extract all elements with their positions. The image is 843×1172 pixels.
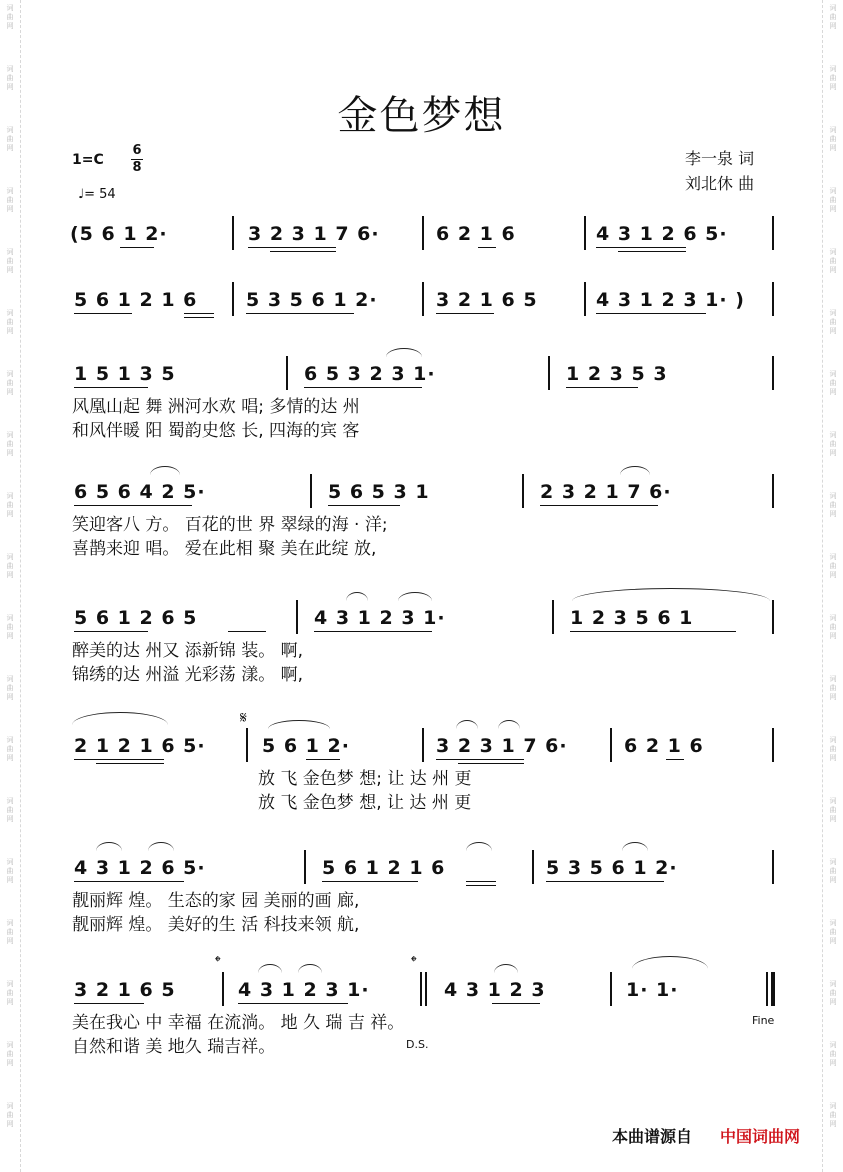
score-row-5 (0, 606, 843, 685)
beam (184, 317, 214, 318)
beam (466, 885, 496, 886)
measure: 1 2 3 5 6 1 (570, 607, 694, 629)
measure: 6 5 6 4 2 5· (74, 481, 206, 503)
coda-icon: 𝄌 (411, 952, 417, 971)
watermark-text: 词 曲 网 (6, 65, 14, 91)
watermark-text: 词 曲 网 (829, 431, 837, 457)
watermark-text: 词 曲 网 (829, 858, 837, 884)
slur (498, 720, 520, 729)
lyric-verse-1: 放 飞 金色梦 想; 让 达 州 更 (258, 769, 472, 789)
bar-line (548, 356, 550, 390)
watermark-text: 词 曲 网 (6, 797, 14, 823)
beam (466, 881, 496, 882)
tie (632, 956, 708, 969)
bar-line (422, 282, 424, 316)
watermark-text: 词 曲 网 (829, 1102, 837, 1128)
measure: (5 6 1 2· (70, 223, 168, 245)
watermark-text: 词 曲 网 (829, 187, 837, 213)
slur (258, 964, 282, 973)
beam (618, 251, 686, 252)
beam (570, 631, 736, 632)
watermark-text: 词 曲 网 (6, 675, 14, 701)
beam (74, 631, 148, 632)
slur (456, 720, 478, 729)
slur (494, 964, 518, 973)
watermark-text: 词 曲 网 (6, 248, 14, 274)
slur (298, 964, 322, 973)
beam (566, 387, 638, 388)
measure: 5 6 1 2 1 6 (322, 857, 446, 879)
beam (120, 247, 154, 248)
measure: 3 2 3 1 7 6· (248, 223, 380, 245)
slur (268, 720, 330, 729)
watermark-text: 词 曲 网 (829, 1041, 837, 1067)
watermark-text: 词 曲 网 (6, 431, 14, 457)
bar-line (552, 600, 554, 634)
lyric-verse-2: 和风伴暖 阳 蜀韵史悠 长, 四海的宾 客 (72, 421, 360, 441)
beam (596, 247, 686, 248)
bar-line (232, 282, 234, 316)
beam (328, 505, 400, 506)
beam (74, 759, 164, 760)
bar-line (420, 972, 422, 1006)
lyric-verse-2: 锦绣的达 州溢 光彩荡 漾。 啊, (72, 665, 304, 685)
beam (238, 1003, 348, 1004)
bar-line (310, 474, 312, 508)
measure: 4 3 1 2 3 1· (314, 607, 446, 629)
watermark-text: 词 曲 网 (6, 1102, 14, 1128)
slur (148, 842, 174, 851)
slur (466, 842, 492, 851)
score-row-2 (0, 288, 843, 328)
beam (492, 1003, 540, 1004)
bar-line (232, 216, 234, 250)
watermark-text: 词 曲 网 (6, 492, 14, 518)
slur (622, 842, 648, 851)
source-site-link[interactable]: 中国词曲网 (720, 1127, 801, 1146)
measure: 6 2 1 6 (436, 223, 516, 245)
measure: 4 3 1 2 3 1· (238, 979, 370, 1001)
beam (248, 247, 336, 248)
source-label: 本曲谱源自 (612, 1127, 693, 1146)
time-bottom: 8 (132, 160, 142, 175)
measure: 5 6 1 2 1 6 (74, 289, 198, 311)
segno-icon: 𝄋 (240, 708, 247, 727)
beam (540, 505, 658, 506)
measure: 1 5 1 3 5 (74, 363, 176, 385)
watermark-text: 词 曲 网 (829, 797, 837, 823)
beam (314, 631, 432, 632)
beam (74, 387, 148, 388)
beam (184, 313, 214, 314)
repeat-bar-line (425, 972, 427, 1006)
lyricist-credit: 李一泉 词 (685, 149, 755, 168)
time-signature (131, 144, 143, 175)
bar-line (772, 600, 774, 634)
tempo-marking (78, 187, 116, 202)
bar-line (286, 356, 288, 390)
watermark-text: 词 曲 网 (6, 980, 14, 1006)
measure: 3 2 1 6 5 (74, 979, 176, 1001)
measure: 5 6 1 2· (262, 735, 350, 757)
slur (150, 466, 180, 475)
lyric-verse-1: 风凰山起 舞 洲河水欢 唱; 多情的达 州 (72, 397, 360, 417)
measure: 6 5 3 2 3 1· (304, 363, 436, 385)
beam (74, 313, 132, 314)
beam (322, 881, 418, 882)
beam (228, 631, 266, 632)
tie (72, 712, 168, 725)
measure: 2 1 2 1 6 5· (74, 735, 206, 757)
bar-line (772, 356, 774, 390)
beam (306, 759, 340, 760)
watermark-text: 词 曲 网 (829, 675, 837, 701)
watermark-text: 词 曲 网 (829, 248, 837, 274)
watermark-text: 词 曲 网 (829, 65, 837, 91)
watermark-text: 词 曲 网 (829, 126, 837, 152)
page-title: 金色梦想 (337, 93, 506, 139)
lyric-verse-2: 放 飞 金色梦 想, 让 达 州 更 (258, 793, 472, 813)
watermark-text: 词 曲 网 (6, 553, 14, 579)
slur (96, 842, 122, 851)
watermark-text: 词 曲 网 (6, 370, 14, 396)
bar-line (772, 474, 774, 508)
fine-marking: Fine (752, 1014, 775, 1027)
bar-line (532, 850, 534, 884)
tie (572, 588, 770, 601)
bar-line (772, 282, 774, 316)
watermark-text: 词 曲 网 (829, 736, 837, 762)
beam (74, 881, 184, 882)
beam (436, 759, 524, 760)
bar-line (610, 728, 612, 762)
watermark-text: 词 曲 网 (829, 980, 837, 1006)
lyric-verse-2: 自然和谐 美 地久 瑞吉祥。 (72, 1037, 276, 1057)
lyric-verse-1: 靓丽辉 煌。 生态的家 园 美丽的画 廊, (72, 891, 360, 911)
beam (246, 313, 354, 314)
lyric-verse-1: 美在我心 中 幸福 在流淌。 地 久 瑞 吉 祥。 (72, 1013, 405, 1033)
beam (546, 881, 664, 882)
score-row-3 (0, 362, 843, 441)
time-top: 6 (132, 143, 142, 158)
bar-line (246, 728, 248, 762)
slur (398, 592, 432, 601)
beam (270, 251, 336, 252)
beam (596, 313, 706, 314)
final-bar-line (766, 972, 768, 1006)
watermark-text: 词 曲 网 (829, 553, 837, 579)
coda-icon: 𝄌 (215, 952, 221, 971)
bar-line (296, 600, 298, 634)
bar-line (610, 972, 612, 1006)
bar-line (772, 216, 774, 250)
watermark-text: 词 曲 网 (6, 919, 14, 945)
measure: 5 6 1 2 6 5 (74, 607, 198, 629)
measure: 5 3 5 6 1 2· (246, 289, 378, 311)
measure: 5 3 5 6 1 2· (546, 857, 678, 879)
bar-line (584, 216, 586, 250)
measure: 4 3 1 2 3 (444, 979, 546, 1001)
bar-line (222, 972, 224, 1006)
beam (666, 759, 684, 760)
watermark-text: 词 曲 网 (6, 614, 14, 640)
bar-line (422, 216, 424, 250)
watermark-text: 词 曲 网 (6, 858, 14, 884)
measure: 3 2 3 1 7 6· (436, 735, 568, 757)
lyric-verse-2: 靓丽辉 煌。 美好的生 活 科技来领 航, (72, 915, 360, 935)
final-bar-line-thick (771, 972, 775, 1006)
score-row-4 (0, 480, 843, 559)
measure: 1 2 3 5 3 (566, 363, 668, 385)
slur (386, 348, 422, 357)
quarter-note-icon: ♩ (78, 187, 85, 202)
watermark-text: 词 曲 网 (829, 919, 837, 945)
score-row-1 (0, 222, 843, 262)
watermark-text: 词 曲 网 (6, 187, 14, 213)
beam (96, 763, 164, 764)
beam (478, 247, 496, 248)
lyric-verse-1: 醉美的达 州又 添新锦 装。 啊, (72, 641, 304, 661)
slur (346, 592, 368, 601)
ds-marking: D.S. (406, 1038, 429, 1051)
beam (74, 1003, 144, 1004)
watermark-text: 词 曲 网 (6, 309, 14, 335)
watermark-text: 词 曲 网 (829, 370, 837, 396)
measure: 6 2 1 6 (624, 735, 704, 757)
bar-line (772, 850, 774, 884)
lyric-verse-2: 喜鹊来迎 唱。 爱在此相 聚 美在此绽 放, (72, 539, 377, 559)
watermark-text: 词 曲 网 (829, 309, 837, 335)
key-signature: 1=C (72, 152, 104, 168)
bar-line (522, 474, 524, 508)
composer-credit: 刘北休 曲 (685, 174, 755, 193)
beam (436, 313, 494, 314)
watermark-text: 词 曲 网 (829, 492, 837, 518)
tempo-value: = 54 (84, 187, 116, 202)
watermark-text: 词 曲 网 (6, 4, 14, 30)
beam (74, 505, 192, 506)
measure: 4 3 1 2 6 5· (596, 223, 728, 245)
measure: 5 6 5 3 1 (328, 481, 430, 503)
slur (620, 466, 650, 475)
measure: 3 2 1 6 5 (436, 289, 538, 311)
measure: 1· 1· (626, 979, 679, 1001)
bar-line (304, 850, 306, 884)
measure: 2 3 2 1 7 6· (540, 481, 672, 503)
watermark-text: 词 曲 网 (6, 126, 14, 152)
watermark-text: 词 曲 网 (6, 1041, 14, 1067)
bar-line (772, 728, 774, 762)
watermark-text: 词 曲 网 (829, 614, 837, 640)
watermark-text: 词 曲 网 (829, 4, 837, 30)
watermark-text: 词 曲 网 (6, 736, 14, 762)
bar-line (422, 728, 424, 762)
bar-line (584, 282, 586, 316)
lyric-verse-1: 笑迎客八 方。 百花的世 界 翠绿的海 · 洋; (72, 515, 388, 535)
measure: 4 3 1 2 6 5· (74, 857, 206, 879)
measure: 4 3 1 2 3 1· ) (596, 289, 745, 311)
beam (304, 387, 422, 388)
